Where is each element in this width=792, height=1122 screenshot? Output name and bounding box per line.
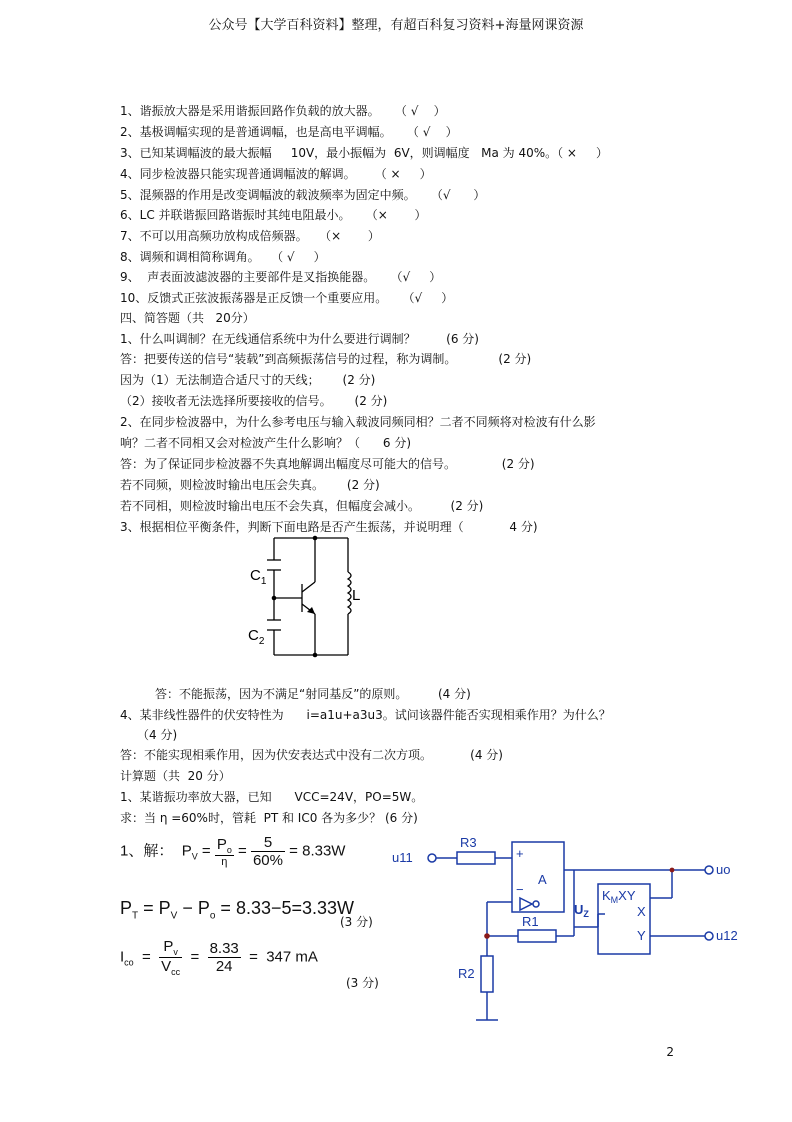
qa-line: 3、根据相位平衡条件，判断下面电路是否产生振荡，并说明理（ 4 分) [120,520,538,534]
tf-item: 5、混频器的作用是改变调幅波的载波频率为固定中频。 （√ ） [120,188,486,202]
calc-question: 求：当 η =60%时，管耗 PT 和 IC0 各为多少？ (6 分) [120,811,418,825]
svg-text:KMXY: $K_MXY$ [602,888,636,905]
qa-line: （2）接收者无法选择所要接收的信号。 (2 分) [120,394,388,408]
svg-text:UZ: $U_Z$ [574,902,589,919]
section-title: 四、简答题（共 20分） [120,311,255,325]
svg-text:−: − [516,882,524,897]
tf-item: 3、已知某调幅波的最大振幅 10V，最小振幅为 6V，则调幅度 Ma 为 40%。（ × ） [120,146,609,160]
svg-text:C1: $C_1$ [250,567,267,587]
tf-item: 1、谐振放大器是采用谐振回路作负载的放大器。 （ √ ） [120,104,446,118]
formula-pt: $P_T = P_V - P_o = 8.33-5=3.33W$ [120,898,355,922]
question-4-score: （4 分) [137,728,178,742]
answer-4: 答：不能实现相乘作用，因为伏安表达式中没有二次方项。 (4 分) [120,748,503,762]
svg-text:R2: R2 [458,966,475,981]
page-header: 公众号【大学百科资料】整理，有超百科复习资料+海量网课资源 [208,18,584,33]
tf-item: 10、反馈式正弦波振荡器是正反馈一个重要应用。 （√ ） [120,291,454,305]
svg-text:Y: Y [637,928,646,943]
qa-line: 响？二者不同相又会对检波产生什么影响？（ 6 分) [120,436,412,450]
svg-text:L: L [352,587,360,604]
formula-pv: 1、解： $P_V$ = $P_o$ η = $\frac{5}{60\%}$ = 8.33W [120,834,346,869]
qa-line: 答：把要传送的信号“装载”到高频振荡信号的过程，称为调制。 (2 分) [120,352,532,366]
tf-item: 9、 声表面波滤波器的主要部件是叉指换能器。 （√ ） [120,270,442,284]
tf-item: 7、不可以用高频功放构成倍频器。 （× ） [120,229,380,243]
answer-3: 答：不能振荡，因为不满足“射同基反”的原则。 (4 分) [155,687,471,701]
tf-item: 4、同步检波器只能实现普通调幅波的解调。 （ × ） [120,167,432,181]
tf-item: 6、LC 并联谐振回路谐振时其纯电阻最小。 （× ） [120,208,427,222]
qa-line: 因为（1）无法制造合适尺寸的天线； (2 分) [120,373,376,387]
svg-text:A: A [538,872,547,887]
svg-text:X: X [637,904,646,919]
qa-line: 若不同相，则检波时输出电压不会失真，但幅度会减小。 (2 分) [120,499,484,513]
tf-item: 8、调频和调相简称调角。 （ √ ） [120,250,326,264]
formula-ico: $I_{co}$ = $P_v$ $V_{cc}$ = $\frac{8.33}{24}$ = 347 mA [120,938,318,977]
svg-text:u12: u12 [716,928,738,943]
score: (3 分) [346,976,379,990]
oscillator-circuit [240,530,360,662]
question-4: 4、某非线性器件的伏安特性为 i=a1u+a3u3。试问该器件能否实现相乘作用？为什么？ [120,708,611,722]
qa-line: 2、在同步检波器中，为什么参考电压与输入载波同频同相？二者不同频将对检波有什么影 [120,415,596,429]
section-title: 计算题（共 20 分） [120,769,231,783]
qa-line: 1、什么叫调制？在无线通信系统中为什么要进行调制？ (6 分) [120,332,479,346]
score: (3 分) [340,915,373,929]
qa-line: 若不同频，则检波时输出电压会失真。 (2 分) [120,478,380,492]
svg-text:uo: uo [716,862,731,877]
svg-text:R1: R1 [522,914,539,929]
tf-item: 2、基极调幅实现的是普通调幅，也是高电平调幅。 （ √ ） [120,125,458,139]
svg-text:+: + [516,846,524,861]
calc-question: 1、某谐振功率放大器，已知 VCC=24V，PO=5W。 [120,790,424,804]
svg-text:C2: $C_2$ [248,627,265,647]
svg-text:u11: u11 [392,850,413,865]
page-number: 2 [666,1045,674,1059]
multiplier-circuit [392,832,752,1026]
svg-text:R3: R3 [460,835,477,850]
qa-line: 答：为了保证同步检波器不失真地解调出幅度尽可能大的信号。 (2 分) [120,457,535,471]
